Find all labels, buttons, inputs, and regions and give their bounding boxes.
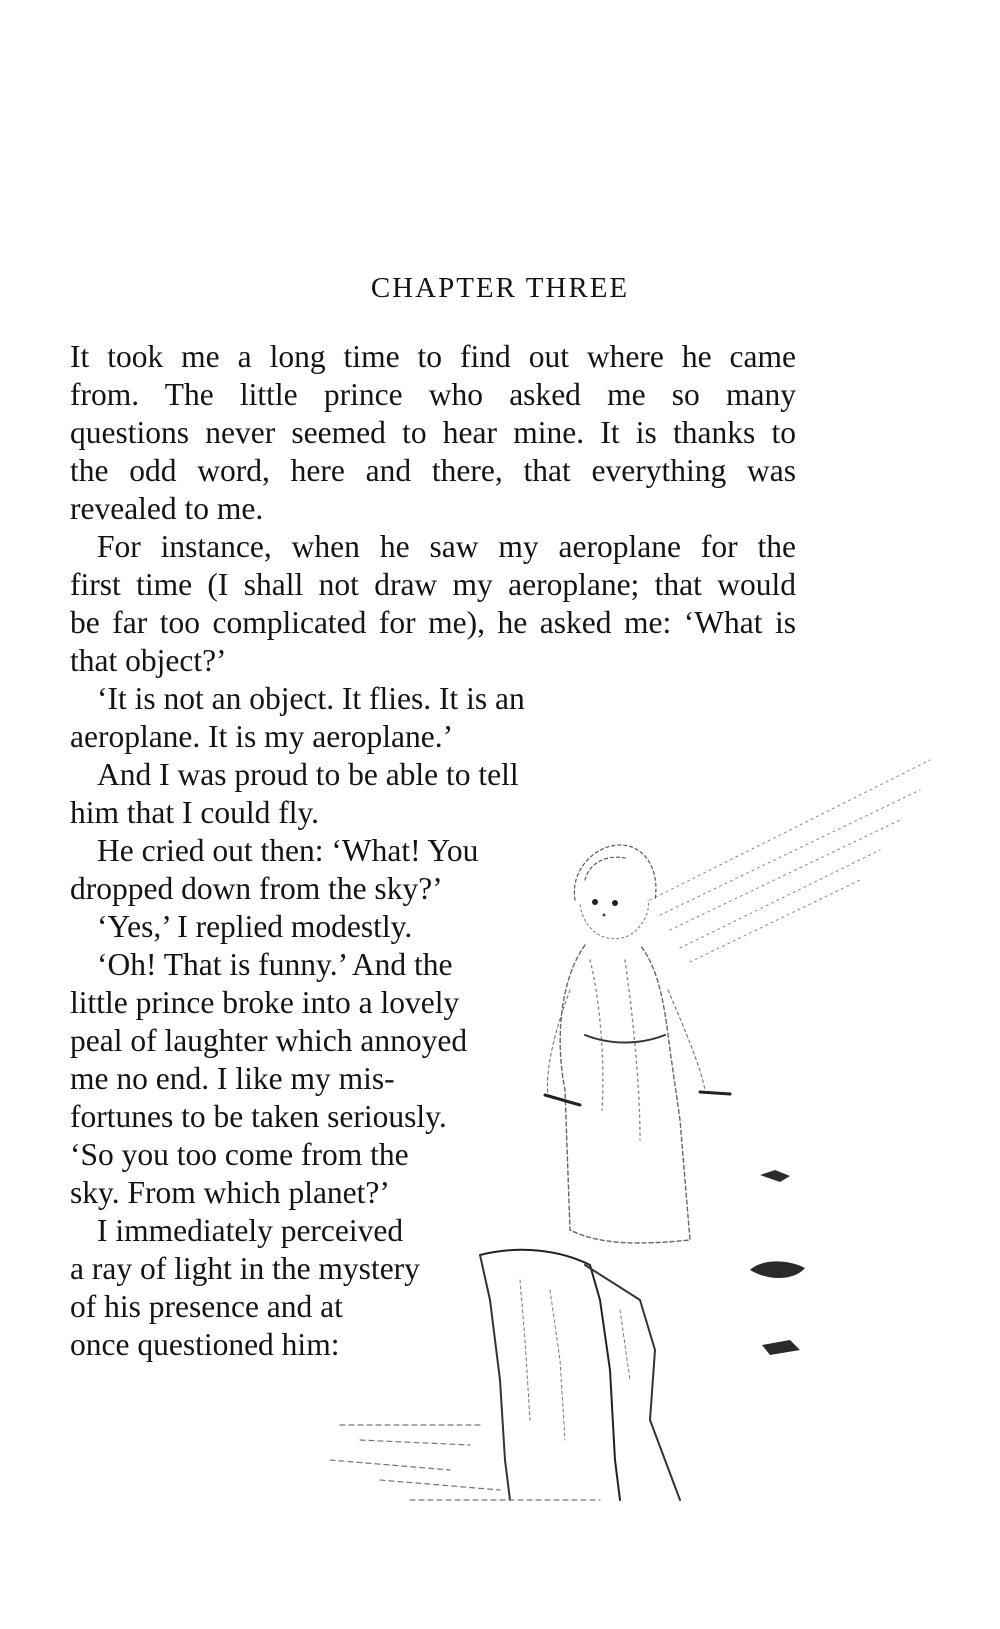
text-line: him that I could fly. [70,795,320,830]
rock-icon [480,1250,680,1500]
text-line: aeroplane. It is my aeroplane.’ [70,719,454,754]
text-line: For instance, when he saw my aeroplane for the [97,529,796,564]
text-line: fortunes to be taken seriously. [70,1099,447,1134]
little-prince-illustration [330,740,950,1530]
text-line: sky. From which planet?’ [70,1175,390,1210]
text-line: dropped down from the sky?’ [70,871,443,906]
text-line: from. The little prince who asked me so many [70,377,796,412]
falling-rocks-icon [750,1170,805,1355]
face-icon [580,899,648,939]
text-line: questions never seemed to hear mine. It is thanks to [70,415,796,450]
scarf-streaks-icon [650,760,930,962]
text-line: me no end. I like my mis- [70,1061,395,1096]
text-line: He cried out then: ‘What! You [97,833,479,868]
text-line: that object?’ [70,643,227,678]
text-line: I immediately perceived [97,1213,404,1248]
text-line: of his presence and at [70,1289,343,1324]
arms-icon [545,990,730,1105]
text-line: And I was proud to be able to tell [97,757,519,792]
text-line: first time (I shall not draw my aeroplane; that would [70,567,796,602]
hair-icon [574,845,656,900]
text-line: peal of laughter which annoyed [70,1023,468,1058]
text-line: the odd word, here and there, that everything was [70,453,796,488]
text-line: ‘Yes,’ I replied modestly. [97,909,413,944]
text-line: little prince broke into a lovely [70,985,460,1020]
text-line: ‘So you too come from the [70,1137,409,1172]
text-line: a ray of light in the mystery [70,1251,420,1286]
chapter-title: CHAPTER THREE [370,272,630,304]
text-line: ‘Oh! That is funny.’ And the [97,947,453,982]
coat-icon [560,945,690,1243]
text-line: revealed to me. [70,491,264,526]
text-line: ‘It is not an object. It flies. It is an [97,681,525,716]
ground-icon [330,1425,600,1500]
text-line: once questioned him: [70,1327,340,1362]
text-line: be far too complicated for me), he asked me: ‘What is [70,605,796,640]
text-line: It took me a long time to find out where he came [70,339,796,374]
